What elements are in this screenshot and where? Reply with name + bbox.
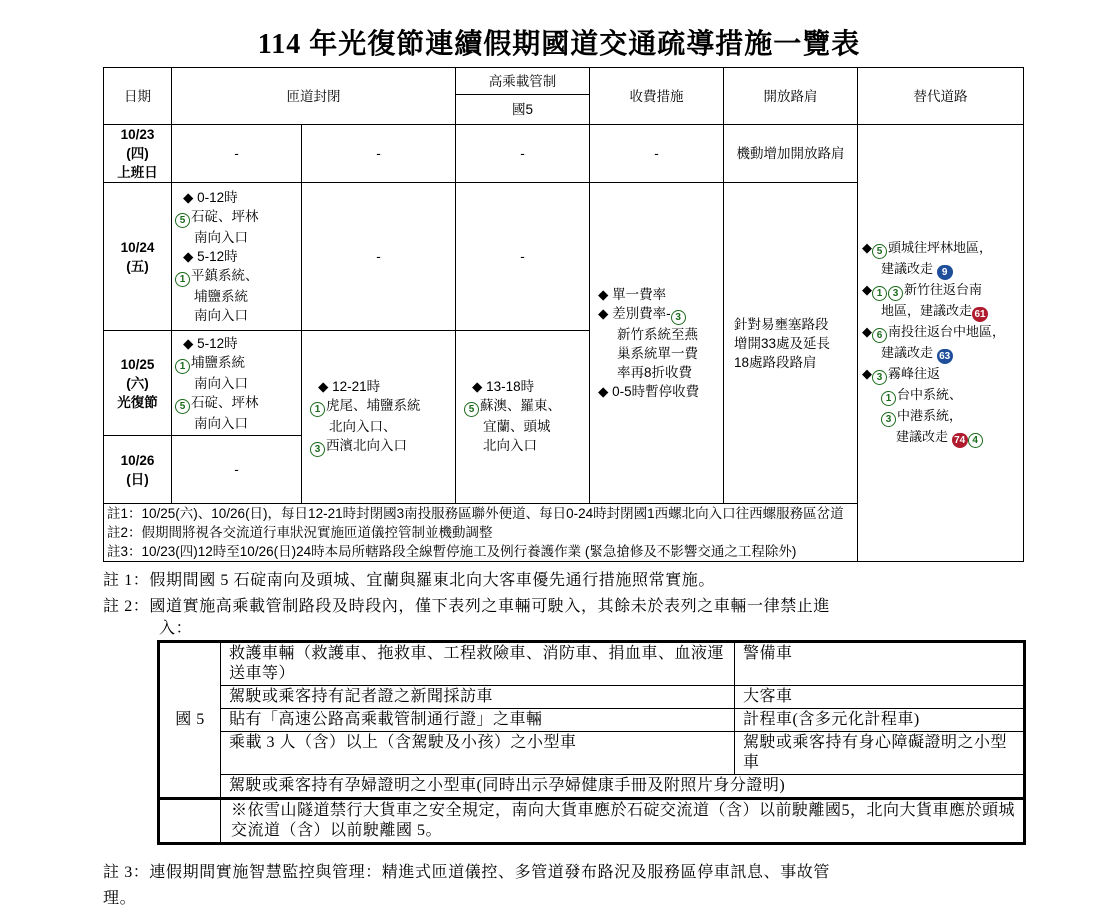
hov-vehicle-press: 駕駛或乘客持有記者證之新聞採訪車 [221,686,735,709]
date-1026: 10/26 (日) [104,436,172,504]
hov-vehicle-pregnancy: 駕駛或乘客持有孕婦證明之小型車(同時出示孕婦健康手冊及附照片身分證明) [221,775,1025,799]
header-date: 日期 [104,68,172,125]
freeway-shield-icon: 1 [175,272,190,287]
expressway-shield-icon: 61 [972,307,988,322]
freeway-shield-icon: 5 [175,399,190,414]
note-1: 註 1：假期間國 5 石碇南向及頭城、宜蘭與羅東北向大客車優先通行措施照常實施。 [103,572,716,589]
freeway-shield-icon: 3 [881,412,896,427]
hov-blank-cell [159,799,221,844]
freeway-shield-icon: 3 [310,442,325,457]
freeway-shield-icon: 1 [175,359,190,374]
hov-row-header: 國 5 [159,642,221,799]
ramp-1025-1026: ◆ 12-21時 1 虎尾、埔鹽系統 北向入口、 3 西濱北向入口 [302,331,456,504]
table-footnotes: 註1：10/25(六)、10/26(日)，每日12-21時封閉國3南投服務區聯外便道、每日0-24時封閉國1西螺北向入口往西螺服務區岔道 註2：假期間將視各交流道行車狀況實施匝道儀控管制並機動調整 註3：10/23(四)12時至10/26(日)24時本局所轄路段全線暫停施工及例行養護作業 (緊急搶修及不影響交通之工程除外) [104,504,858,562]
ramp-1024-b: - [302,183,456,331]
header-alternative-route: 替代道路 [858,68,1024,125]
hov-vehicle-emergency: 救護車輛（救護車、拖救車、工程救險車、消防車、捐血車、血液運送車等） [221,642,735,686]
freeway-shield-icon: 5 [175,213,190,228]
freeway-shield-icon: 3 [888,286,903,301]
expressway-shield-icon: 74 [952,433,968,448]
freeway-shield-icon: 3 [872,370,887,385]
expressway-shield-icon: 63 [937,349,953,364]
freeway-shield-icon: 1 [310,402,325,417]
header-hov-freeway5: 國5 [456,95,590,125]
freeway-shield-icon: 1 [872,286,887,301]
expressway-shield-icon: 9 [937,265,953,280]
freeway-shield-icon: 1 [881,391,896,406]
hov-1023: - [456,125,590,183]
header-ramp-closure: 匝道封閉 [172,68,456,125]
ramp-1025: ◆ 5-12時 1 埔鹽系統 南向入口 5 石碇、坪林 南向入口 [172,331,302,436]
hov-vehicle-taxi: 計程車(含多元化計程車) [735,709,1025,732]
freeway-shield-icon: 3 [671,310,686,325]
header-shoulder: 開放路肩 [724,68,858,125]
hov-vehicle-bus: 大客車 [735,686,1025,709]
note-3: 註 3：連假期間實施智慧監控與管理：精進式匝道儀控、多管道發布路況及服務區停車訊息、事故管 [103,864,831,881]
date-1024: 10/24 (五) [104,183,172,331]
freeway-shield-icon: 4 [968,433,983,448]
hov-vehicle-police: 警備車 [735,642,1025,686]
ramp-1024: ◆ 0-12時 5 石碇、坪林 南向入口 ◆ 5-12時 1 平鎮系統、 埔鹽系統 南向入口 [172,183,302,331]
note-2: 註 2：國道實施高乘載管制路段及時段內，僅下表列之車輛可駛入，其餘未於表列之車輛一律禁止進 [103,598,831,615]
note-3-cont: 理。 [103,890,137,907]
hov-1025-1026: ◆ 13-18時 5 蘇澳、羅東、 宜蘭、頭城 北向入口 [456,331,590,504]
freeway-shield-icon: 6 [872,328,887,343]
date-1023: 10/23 (四) 上班日 [104,125,172,183]
note-2-cont: 入： [159,620,193,637]
shoulder-1023: 機動增加開放路肩 [724,125,858,183]
ramp-1023-a: - [172,125,302,183]
traffic-measures-table [103,67,1024,562]
hov-vehicle-3plus: 乘載 3 人（含）以上（含駕駛及小孩）之小型車 [221,732,735,775]
hov-vehicle-permit: 貼有「高速公路高乘載管制通行證」之車輛 [221,709,735,732]
freeway-shield-icon: 5 [464,402,479,417]
toll-measures-cell: ◆ 單一費率 ◆ 差別費率- 3 新竹系統至燕 巢系統單一費 率再8折收費 ◆ 0-5時暫停收費 [590,183,724,504]
hov-1024: - [456,183,590,331]
toll-1023: - [590,125,724,183]
header-hov: 高乘載管制 [456,68,590,95]
alternative-routes-cell: ◆ 5 頭城往坪林地區， 建議改走 9 ◆ 1 3 新竹往返台南 地區，建議改走 61 ◆ 6 南投往返台中地區， 建議改走 63 ◆ 3 霧峰往返 1 台中系統、 3 中港系統， 建議改走 74 4 [858,125,1024,562]
hov-vehicle-disability: 駕駛或乘客持有身心障礙證明之小型車 [735,732,1025,775]
hov-eligible-vehicles-table [157,640,1026,845]
shoulder-measures-cell: 針對易壅塞路段 增開33處及延長 18處路段路肩 [724,183,858,504]
ramp-1026: - [172,436,302,504]
header-toll: 收費措施 [590,68,724,125]
freeway-shield-icon: 5 [872,244,887,259]
page-title: 114 年光復節連續假期國道交通疏導措施一覽表 [257,29,861,60]
snow-mountain-tunnel-notice: ※依雪山隧道禁行大貨車之安全規定，南向大貨車應於石碇交流道（含）以前駛離國5，北向大貨車應於頭城交流道（含）以前駛離國 5。 [221,799,1025,844]
date-1025: 10/25 (六) 光復節 [104,331,172,436]
ramp-1023-b: - [302,125,456,183]
